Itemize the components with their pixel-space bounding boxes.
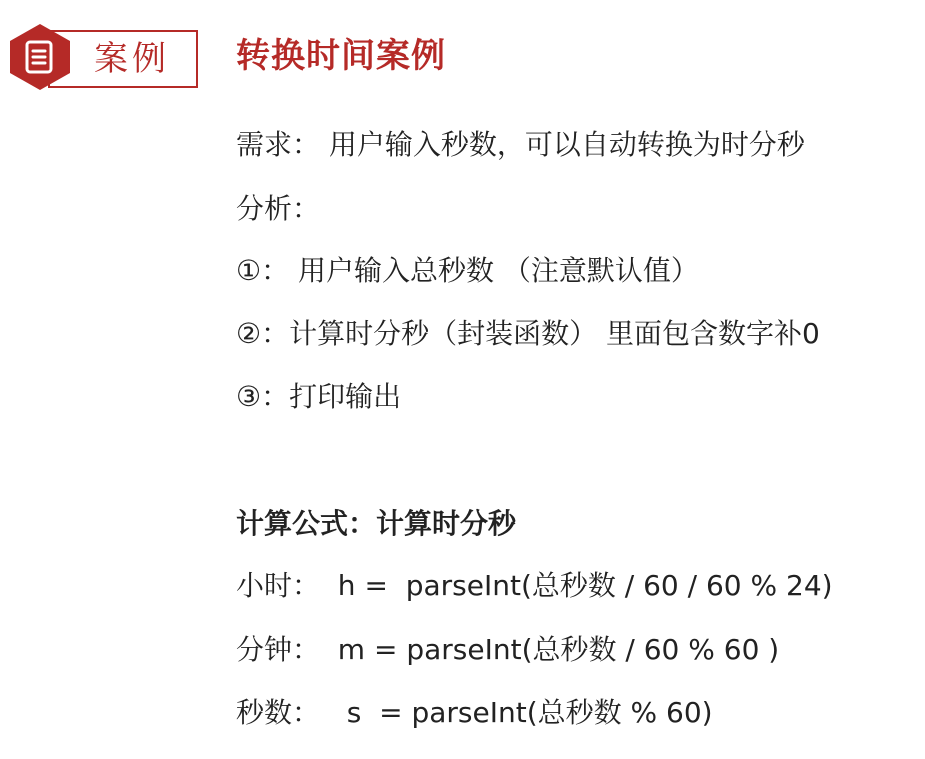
formula-minutes: 分钟： m = parseInt(总秒数 / 60 % 60 ) (236, 633, 780, 666)
case-badge-label: 案例 (94, 39, 170, 79)
analysis-step-1: ①： 用户输入总秒数 （注意默认值） (236, 254, 699, 287)
formula-heading: 计算公式：计算时分秒 (236, 507, 517, 540)
analysis-step-3: ③：打印输出 (236, 380, 402, 413)
document-list-icon (8, 22, 72, 92)
requirement-line: 需求： 用户输入秒数，可以自动转换为时分秒 (236, 128, 805, 161)
page-title: 转换时间案例 (236, 36, 446, 76)
formula-seconds: 秒数： s = parseInt(总秒数 % 60) (236, 696, 713, 729)
formula-hours: 小时： h = parseInt(总秒数 / 60 / 60 % 24) (236, 569, 833, 602)
case-badge (8, 22, 192, 92)
analysis-heading: 分析： (236, 192, 321, 225)
analysis-step-2: ②：计算时分秒（封装函数） 里面包含数字补0 (236, 317, 820, 350)
